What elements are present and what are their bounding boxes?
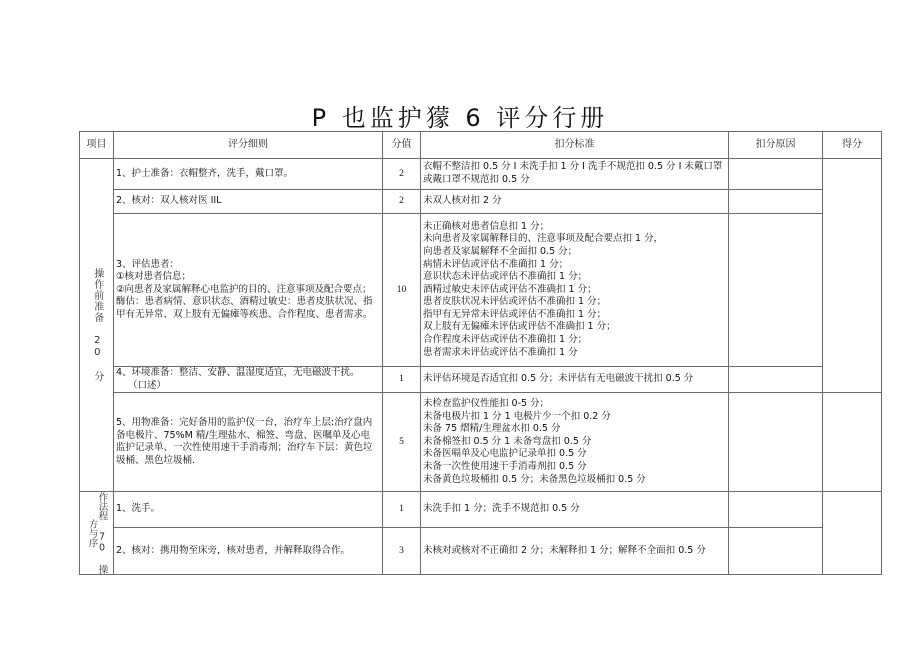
document-title: P 也监护獴 6 评分行册 xyxy=(311,104,609,132)
rule-cell xyxy=(114,492,383,528)
rule-cell xyxy=(114,214,383,367)
reason-input-cell[interactable] xyxy=(729,492,823,528)
rule-text: 监护记录单、一次性使用速干手消毒剂；治疗车下层：黄色垃 xyxy=(116,442,373,454)
rule-text: 2、核对：携用物至床旁，核对患者，并解释取得合作。 xyxy=(116,544,351,556)
standard-text: 病情未评估或评估不准确扣 1 分； xyxy=(423,258,569,270)
rule-text: 5、用物准备：完好备用的监护仪一台，治疗车上层:治疗盘内 xyxy=(116,417,373,428)
header-standard: 扣分标准 xyxy=(421,132,729,159)
standard-cell xyxy=(421,527,729,574)
header-item: 项目 xyxy=(80,132,114,159)
got-input-cell[interactable] xyxy=(823,393,882,492)
score-cell: 5 xyxy=(383,393,421,492)
score-cell: 2 xyxy=(383,190,421,214)
got-input-cell[interactable] xyxy=(823,159,882,393)
standard-text: 衣帽不整洁扣 0.5 分 I 未洗手扣 1 分 I 洗手不规范扣 0.5 分 I 未戴口罩 xyxy=(423,161,723,173)
score-cell: 10 xyxy=(383,214,421,367)
section-name: 操作前准备 20 分 xyxy=(91,268,103,383)
standard-text: 未备医嗝单及心电监护记录单扣 0.5 分 xyxy=(423,448,587,460)
standard-text: 未备电极片扣 1 分 1 电极片少一个扣 0.2 分 xyxy=(423,410,611,422)
header-row xyxy=(80,132,882,159)
score-cell: 2 xyxy=(383,159,421,190)
standard-text: 患者皮肤状况未评估或评估不准确扣 1 分； xyxy=(423,296,607,308)
rule-text: （口述） xyxy=(128,379,167,391)
table-row xyxy=(80,492,882,528)
standard-text: 或戴口罩不规范扣 0.5 分 xyxy=(423,174,530,185)
standard-cell xyxy=(421,214,729,367)
reason-input-cell[interactable] xyxy=(729,190,823,214)
header-score: 分值 xyxy=(383,132,421,159)
rule-cell xyxy=(114,527,383,574)
standard-text: 双上肢有无偏瘫未评估或评估不准确扣 1 分； xyxy=(423,321,616,333)
rule-text: 2、核对：双人核对医 IIL xyxy=(116,195,222,207)
standard-text: 未备 75 熠精/生理盆水扣 0.5 分 xyxy=(423,423,561,435)
score-cell: 3 xyxy=(383,527,421,574)
header-rule: 评分细则 xyxy=(114,132,383,159)
standard-text: 患者需求未评估或评估不准确扣 1 分 xyxy=(423,346,578,358)
standard-text: 酒精过敏史未评估或评估不准确扣 1 分； xyxy=(423,283,597,295)
reason-input-cell[interactable] xyxy=(729,393,823,492)
score-cell: 1 xyxy=(383,492,421,528)
score-cell: 1 xyxy=(383,367,421,393)
standard-text: 未正确核对患者信息扣 1 分； xyxy=(423,220,550,232)
got-input-cell[interactable] xyxy=(823,492,882,575)
standard-text: 合作程度未评估或评估不准确扣 1 分； xyxy=(423,334,588,346)
section-name: 作法程 70 操 方与序 xyxy=(86,492,108,575)
table-row xyxy=(80,159,882,190)
header-reason: 扣分原因 xyxy=(729,132,823,159)
reason-input-cell[interactable] xyxy=(729,527,823,574)
rule-text: ①核对患者信息； xyxy=(116,271,192,283)
rule-text: 1、洗手。 xyxy=(116,503,161,515)
reason-input-cell[interactable] xyxy=(729,214,823,367)
table-row xyxy=(80,367,882,393)
standard-text: 未评估环境是否适宜扣 0.5 分；未评估有无电磁波干扰扣 0.5 分 xyxy=(423,373,694,385)
rule-cell xyxy=(114,159,383,190)
standard-text: 意识状态未评估或评估不准确扣 1 分； xyxy=(423,271,588,283)
standard-text: 指甲有无异常未评估或评估不准确扣 1 分； xyxy=(423,308,607,320)
reason-input-cell[interactable] xyxy=(729,367,823,393)
rule-text: ②向患者及家属解释心电监护的目的、注意事项及配合要点； xyxy=(116,283,372,295)
standard-cell xyxy=(421,367,729,393)
reason-input-cell[interactable] xyxy=(729,159,823,190)
table-row xyxy=(80,393,882,492)
rule-cell xyxy=(114,367,383,393)
section-label-prep xyxy=(80,159,114,492)
standard-text: 未备一次性使用速干手消毒剂扣 0.5 分 xyxy=(423,461,587,473)
rule-cell xyxy=(114,393,383,492)
rule-text: 3、评估患者： xyxy=(116,258,180,270)
standard-text: 未洗手扣 1 分；洗手不规范扣 0.5 分 xyxy=(423,503,580,515)
rule-text: 圾桶、黑色垃圾桶. xyxy=(116,454,196,466)
rule-text: 1、护士准备：衣帽整齐，洗手，戴口罩。 xyxy=(116,167,294,179)
standard-text: 未备黄色垃圾桶扣 0.5 分；未备黑色垃圾桶扣 0.5 分 xyxy=(423,473,646,485)
rule-text: 酶估：患者病情、意识状态、酒精过敏史：患者皮肤状况、指 xyxy=(116,296,373,308)
rule-text: 甲有无异常、双上肢有无偏瘫等疾患、合作程度、患者需求。 xyxy=(116,308,373,320)
table-row xyxy=(80,190,882,214)
standard-text: 未备棉签扣 0.5 分 1 未备弯盘扣 0.5 分 xyxy=(423,435,592,447)
rule-cell xyxy=(114,190,383,214)
standard-text: 未检查监护仪性能扣 0-5 分； xyxy=(423,398,550,410)
standard-text: 未双人核对扣 2 分 xyxy=(423,195,502,207)
table-row xyxy=(80,527,882,574)
section-label-procedure xyxy=(80,492,114,575)
standard-cell xyxy=(421,393,729,492)
rule-text: 备电极片、75%M 精/生理盐水、棉签、弯盘、医嘱单及心电 xyxy=(116,429,371,441)
rule-text: 4、环境准备：整洁、安静、温湿度适宜，无电磁波干扰。 xyxy=(116,367,360,378)
standard-text: 向患者及家属解释不全面扣 0.5 分； xyxy=(423,245,578,257)
table-row xyxy=(80,214,882,367)
scoring-table xyxy=(79,131,882,575)
header-got: 得分 xyxy=(823,132,882,159)
standard-cell xyxy=(421,190,729,214)
standard-text: 未核对或核对不正确扣 2 分；未解释扣 1 分；解释不全面扣 0.5 分 xyxy=(423,544,706,556)
standard-text: 未向患者及家属解释目的、注意事项及配合要点扣 1 分， xyxy=(423,233,664,245)
standard-cell xyxy=(421,159,729,190)
standard-cell xyxy=(421,492,729,528)
